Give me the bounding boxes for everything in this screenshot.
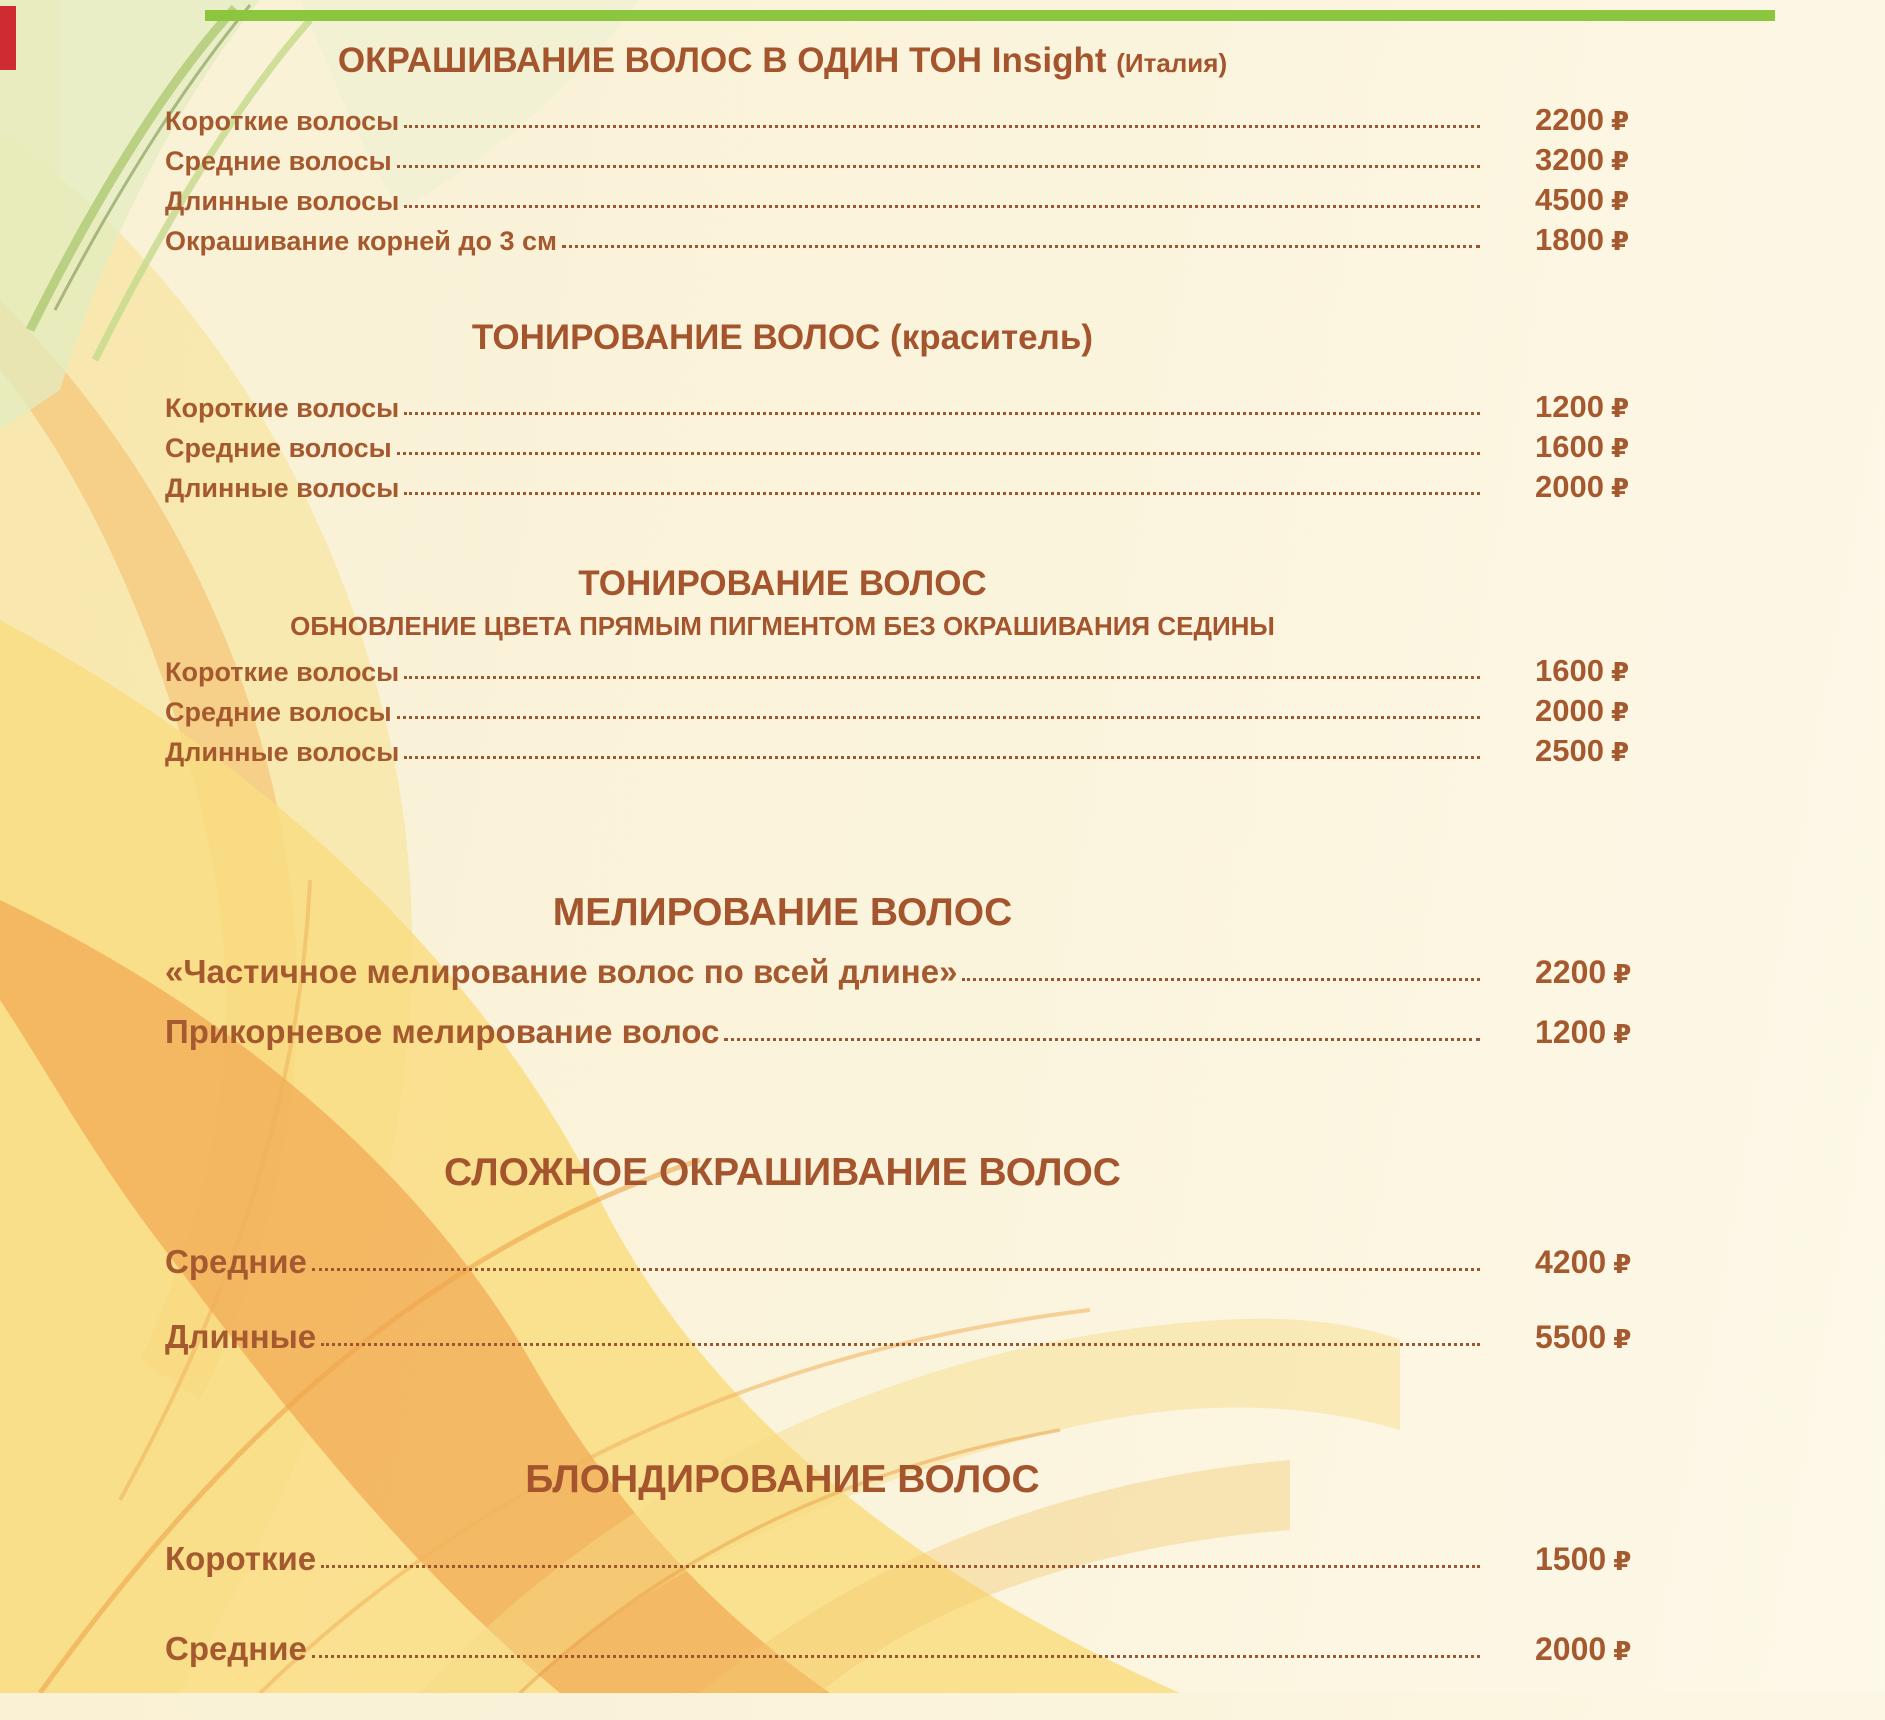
price-row [165,429,1700,469]
dotted-leader [724,1038,1480,1041]
section-title [165,563,1400,605]
ruble-sign: ₽ [1610,227,1630,257]
service-label: Длинные волосы [165,737,400,767]
service-label: Прикорневое мелирование волос [165,1013,720,1050]
ruble-sign: ₽ [1613,1547,1632,1577]
price-number: 4500 [1535,182,1604,217]
section-title [165,317,1400,359]
price-value [1535,389,1700,425]
service-label: Средние волосы [165,433,392,463]
price-row [165,102,1700,142]
price-row [165,1318,1700,1393]
price-row [165,653,1700,693]
ruble-sign: ₽ [1613,960,1632,990]
section-rows [165,1540,1700,1720]
service-label: Окрашивание корней до 3 см [165,226,558,256]
section-rows [165,653,1700,773]
section-one-tone-coloring [165,40,1700,262]
ruble-sign: ₽ [1610,698,1630,728]
section-rows [165,389,1700,509]
price-row [165,1243,1700,1318]
ruble-sign: ₽ [1613,1325,1632,1355]
price-value [1535,653,1700,689]
price-row [165,1630,1700,1720]
section-rows [165,102,1700,262]
price-value [1535,469,1700,505]
price-number: 1200 [1535,1014,1607,1050]
section-rows [165,953,1700,1073]
dotted-leader [404,492,1480,495]
section-title [165,40,1400,84]
dotted-leader [962,978,1480,981]
price-value [1535,102,1700,138]
price-row [165,1013,1700,1073]
section-title-text: СЛОЖНОЕ ОКРАШИВАНИЕ ВОЛОС [444,1151,1121,1194]
dotted-leader [312,1655,1480,1658]
ruble-sign: ₽ [1613,1020,1632,1050]
service-label: Средние [165,1243,307,1280]
price-row [165,182,1700,222]
service-label: «Частичное мелирование волос по всей длине» [165,953,958,990]
price-number: 1800 [1535,222,1604,257]
ruble-sign: ₽ [1610,187,1630,217]
dotted-leader [397,716,1480,719]
dotted-leader [397,165,1480,168]
service-label: Средние волосы [165,146,392,176]
price-row [165,693,1700,733]
price-value [1535,954,1700,991]
price-number: 2500 [1535,733,1604,768]
price-value [1535,142,1700,178]
section-title [165,1150,1400,1196]
price-value [1535,693,1700,729]
section-complex-coloring [165,1150,1700,1393]
section-rows [165,1243,1700,1393]
ruble-sign: ₽ [1610,147,1630,177]
price-row [165,953,1700,1013]
price-value [1535,733,1700,769]
service-label: Короткие [165,1540,317,1577]
price-number: 3200 [1535,142,1604,177]
dotted-leader [397,452,1480,455]
dotted-leader [404,205,1480,208]
price-value [1535,1631,1700,1668]
price-value [1535,182,1700,218]
top-green-divider [205,10,1775,21]
dotted-leader [404,412,1480,415]
price-value [1535,1014,1700,1051]
price-row [165,389,1700,429]
section-toning-pigment [165,563,1700,773]
price-number: 2000 [1535,1631,1607,1667]
ruble-sign: ₽ [1610,658,1630,688]
section-title-text: ТОНИРОВАНИЕ ВОЛОС (краситель) [471,318,1094,357]
price-row [165,469,1700,509]
section-title-text: БЛОНДИРОВАНИЕ ВОЛОС [525,1458,1040,1501]
price-number: 2000 [1535,693,1604,728]
service-label: Средние [165,1630,307,1667]
service-label: Длинные волосы [165,186,400,216]
ruble-sign: ₽ [1610,474,1630,504]
section-title-note: (Италия) [1116,48,1228,78]
section-blonding [165,1457,1700,1720]
service-label: Короткие волосы [165,657,400,687]
section-highlighting [165,890,1700,1073]
ruble-sign: ₽ [1610,394,1630,424]
price-number: 2200 [1535,954,1607,990]
service-label: Короткие волосы [165,106,400,136]
price-number: 1600 [1535,429,1604,464]
dotted-leader [404,676,1480,679]
price-number: 5500 [1535,1319,1607,1355]
price-row [165,733,1700,773]
price-number: 1500 [1535,1541,1607,1577]
ruble-sign: ₽ [1613,1250,1632,1280]
dotted-leader [321,1343,1480,1346]
ruble-sign: ₽ [1610,107,1630,137]
dotted-leader [562,245,1480,248]
section-title-text: МЕЛИРОВАНИЕ ВОЛОС [552,891,1013,934]
price-value [1535,1541,1700,1578]
price-row [165,1540,1700,1630]
price-value [1535,1319,1700,1356]
section-title-text: ОКРАШИВАНИЕ ВОЛОС В ОДИН ТОН Insight [337,41,1107,80]
service-label: Средние волосы [165,697,392,727]
price-number: 1200 [1535,389,1604,424]
price-row [165,142,1700,182]
ruble-sign: ₽ [1610,738,1630,768]
price-row [165,222,1700,262]
ruble-sign: ₽ [1610,434,1630,464]
price-number: 1600 [1535,653,1604,688]
ruble-sign: ₽ [1613,1637,1632,1667]
dotted-leader [321,1565,1480,1568]
price-value [1535,1244,1700,1281]
service-label: Длинные [165,1318,317,1355]
dotted-leader [404,125,1480,128]
service-label: Короткие волосы [165,393,400,423]
dotted-leader [312,1268,1480,1271]
section-toning-dye [165,317,1700,509]
price-value [1535,429,1700,465]
section-title [165,890,1400,936]
section-title-text: ТОНИРОВАНИЕ ВОЛОС [578,564,987,603]
price-value [1535,222,1700,258]
price-number: 2200 [1535,102,1604,137]
price-number: 2000 [1535,469,1604,504]
service-label: Длинные волосы [165,473,400,503]
dotted-leader [404,756,1480,759]
section-subtitle: ОБНОВЛЕНИЕ ЦВЕТА ПРЯМЫМ ПИГМЕНТОМ БЕЗ ОКРАШИВАНИЯ СЕДИНЫ [290,611,1275,641]
section-title [165,1457,1400,1503]
price-number: 4200 [1535,1244,1607,1280]
